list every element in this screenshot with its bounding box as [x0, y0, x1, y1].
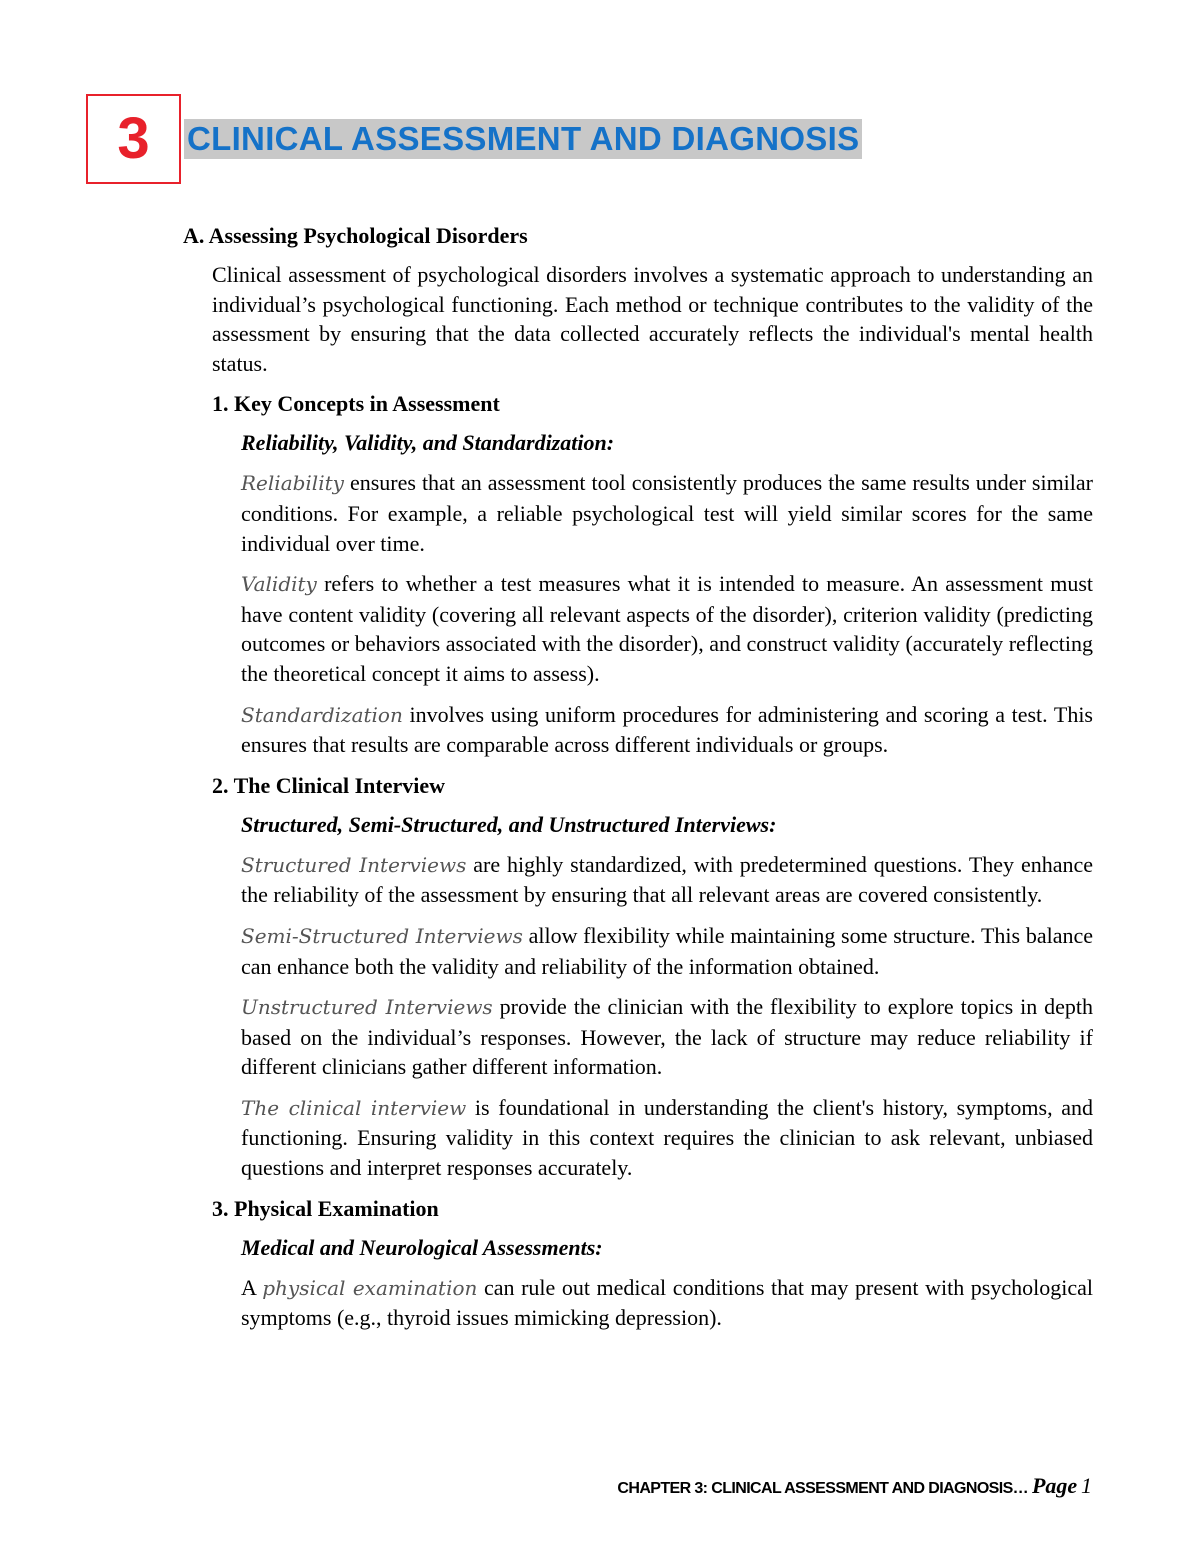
structured-interviews-paragraph [241, 850, 1093, 910]
unstructured-interviews-paragraph [241, 992, 1093, 1082]
clinical-interview-paragraph [241, 1093, 1093, 1183]
term-standardization: Standardization [241, 702, 403, 727]
footer-page-number: 1 [1081, 1473, 1092, 1498]
chapter-number: 3 [117, 106, 150, 171]
document-body [183, 221, 1093, 1333]
subsection-3-subheading: Medical and Neurological Assessments: [241, 1234, 603, 1260]
term-semi-structured-interviews: Semi-Structured Interviews [241, 923, 523, 948]
physical-examination-paragraph [241, 1273, 1093, 1333]
validity-paragraph [241, 569, 1093, 688]
subsection-2-subheading: Structured, Semi-Structured, and Unstructured Interviews: [241, 811, 777, 837]
reliability-text: ensures that an assessment tool consistently produces the same results under similar conditions. For example, a reliable psychological test will yield similar scores for the same individual over time. [241, 470, 1093, 556]
footer-chapter-label: CHAPTER 3: CLINICAL ASSESSMENT AND DIAGNOSIS… [617, 1480, 1029, 1497]
term-structured-interviews: Structured Interviews [241, 852, 467, 877]
subsection-1-subheading: Reliability, Validity, and Standardization: [241, 430, 615, 456]
subsection-3-heading: 3. Physical Examination [212, 1195, 439, 1221]
footer-page-label: Page [1031, 1473, 1078, 1498]
page-footer [617, 1473, 1092, 1499]
standardization-text: involves using uniform procedures for administering and scoring a test. This ensures that results are comparable across different individuals or groups. [241, 701, 1093, 758]
standardization-paragraph [241, 700, 1093, 760]
clinical-interview-text: is foundational in understanding the client's history, symptoms, and functioning. Ensuring validity in this context requires the clinician to ask relevant, unbiased questions and interpret responses accurately. [241, 1094, 1093, 1181]
chapter-number-box [86, 94, 181, 184]
term-clinical-interview: The clinical interview [241, 1095, 467, 1120]
term-validity: Validity [241, 572, 317, 597]
structured-interviews-text: are highly standardized, with predetermined questions. They enhance the reliability of the assessment by ensuring that all relevant areas are covered consistently. [241, 851, 1094, 908]
semi-structured-interviews-paragraph [241, 921, 1093, 981]
reliability-paragraph [241, 468, 1093, 558]
physical-examination-prefix: A [241, 1274, 263, 1300]
section-a-intro: Clinical assessment of psychological disorders involves a systematic approach to understanding an individual’s psychological functioning. Each method or technique contributes to the validity of the assessment by ensuring that the data collected accurately reflects the individual's mental health status. [212, 262, 1093, 376]
term-reliability: Reliability [241, 471, 344, 496]
unstructured-interviews-text: provide the clinician with the flexibility to explore topics in depth based on the individual’s responses. However, the lack of structure may reduce reliability if different clinicians gather different information. [241, 994, 1093, 1080]
physical-examination-text: can rule out medical conditions that may present with psychological symptoms (e.g., thyroid issues mimicking depression). [241, 1274, 1093, 1331]
validity-text: refers to whether a test measures what it is intended to measure. An assessment must have content validity (covering all relevant aspects of the disorder), criterion validity (predicting outcomes or behaviors associated with the disorder), and construct validity (accurately reflecting the theoretical concept it aims to assess). [241, 571, 1093, 686]
subsection-1-heading: 1. Key Concepts in Assessment [212, 391, 500, 417]
term-physical-examination: physical examination [262, 1275, 478, 1300]
section-a-heading: A. Assessing Psychological Disorders [183, 223, 528, 248]
subsection-2-heading: 2. The Clinical Interview [212, 772, 446, 798]
semi-structured-interviews-text: allow flexibility while maintaining some structure. This balance can enhance both the validity and reliability of the information obtained. [241, 922, 1093, 979]
chapter-title: CLINICAL ASSESSMENT AND DIAGNOSIS [184, 119, 862, 159]
term-unstructured-interviews: Unstructured Interviews [241, 995, 493, 1020]
